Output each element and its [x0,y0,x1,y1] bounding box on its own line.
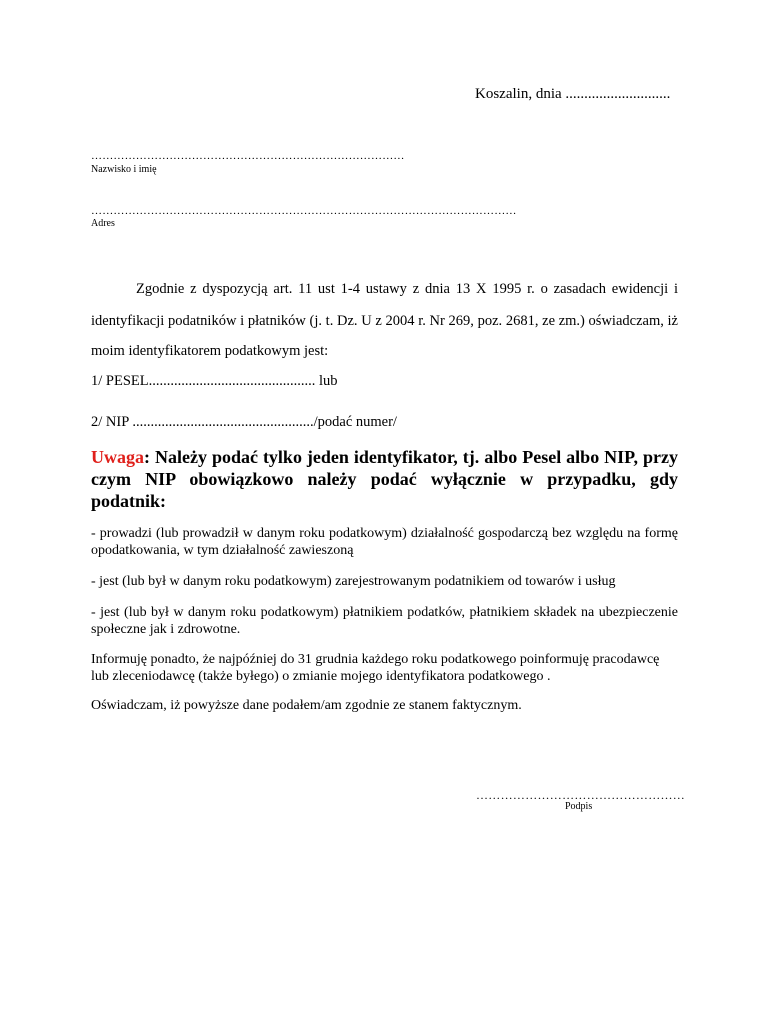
address-fill-line: …………………………………………………………………………………………………… [91,205,517,217]
name-fill-line: ………………………………………………………………………… [91,150,405,162]
condition-item-2: - jest (lub był w danym roku podatkowym) zarejestrowanym podatnikiem od towarów i usług [91,574,616,589]
declaration-paragraph: Oświadczam, iż powyższe dane podałem/am zgodnie ze stanem faktycznym. [91,698,522,713]
warning-text: : Należy podać tylko jeden identyfikator, tj. albo Pesel albo NIP, przy czym NIP obowiązkowo należy podać wyłącznie w przypadku, gdy podatnik: [91,447,678,511]
statement-line-1: Zgodnie z dyspozycją art. 11 ust 1-4 ustawy z dnia 13 X 1995 r. o zasadach ewidencji i [136,281,678,297]
signature-line: …………………………………………… [476,788,686,802]
place-date: Koszalin, dnia ............................ [475,86,671,102]
warning-label: Uwaga [91,447,144,467]
name-label: Nazwisko i imię [91,164,157,175]
statement-line-3: moim identyfikatorem podatkowym jest: [91,343,329,359]
address-label: Adres [91,218,115,229]
statement-line-2: identyfikacji podatników i płatników (j. t. Dz. U z 2004 r. Nr 269, poz. 2681, ze zm.) oświadczam, iż [91,313,678,329]
warning-paragraph [91,446,678,512]
condition-item-1: - prowadzi (lub prowadził w danym roku podatkowym) działalność gospodarczą bez względu na formę opodatkowania, w tym działalność zawieszoną [91,526,678,558]
nip-field: 2/ NIP ................................................../podać numer/ [91,414,397,430]
pesel-field: 1/ PESEL.............................................. lub [91,373,338,389]
condition-item-3: - jest (lub był w danym roku podatkowym) płatnikiem podatków, płatnikiem składek na ubezpieczenie społeczne jak i zdrowotne. [91,605,678,637]
signature-label: Podpis [565,801,593,812]
info-paragraph: Informuję ponadto, że najpóźniej do 31 grudnia każdego roku podatkowego poinformuję pracodawcę lub zleceniodawcę (także byłego) o zmianie mojego identyfikatora podatkowego . [91,652,660,684]
